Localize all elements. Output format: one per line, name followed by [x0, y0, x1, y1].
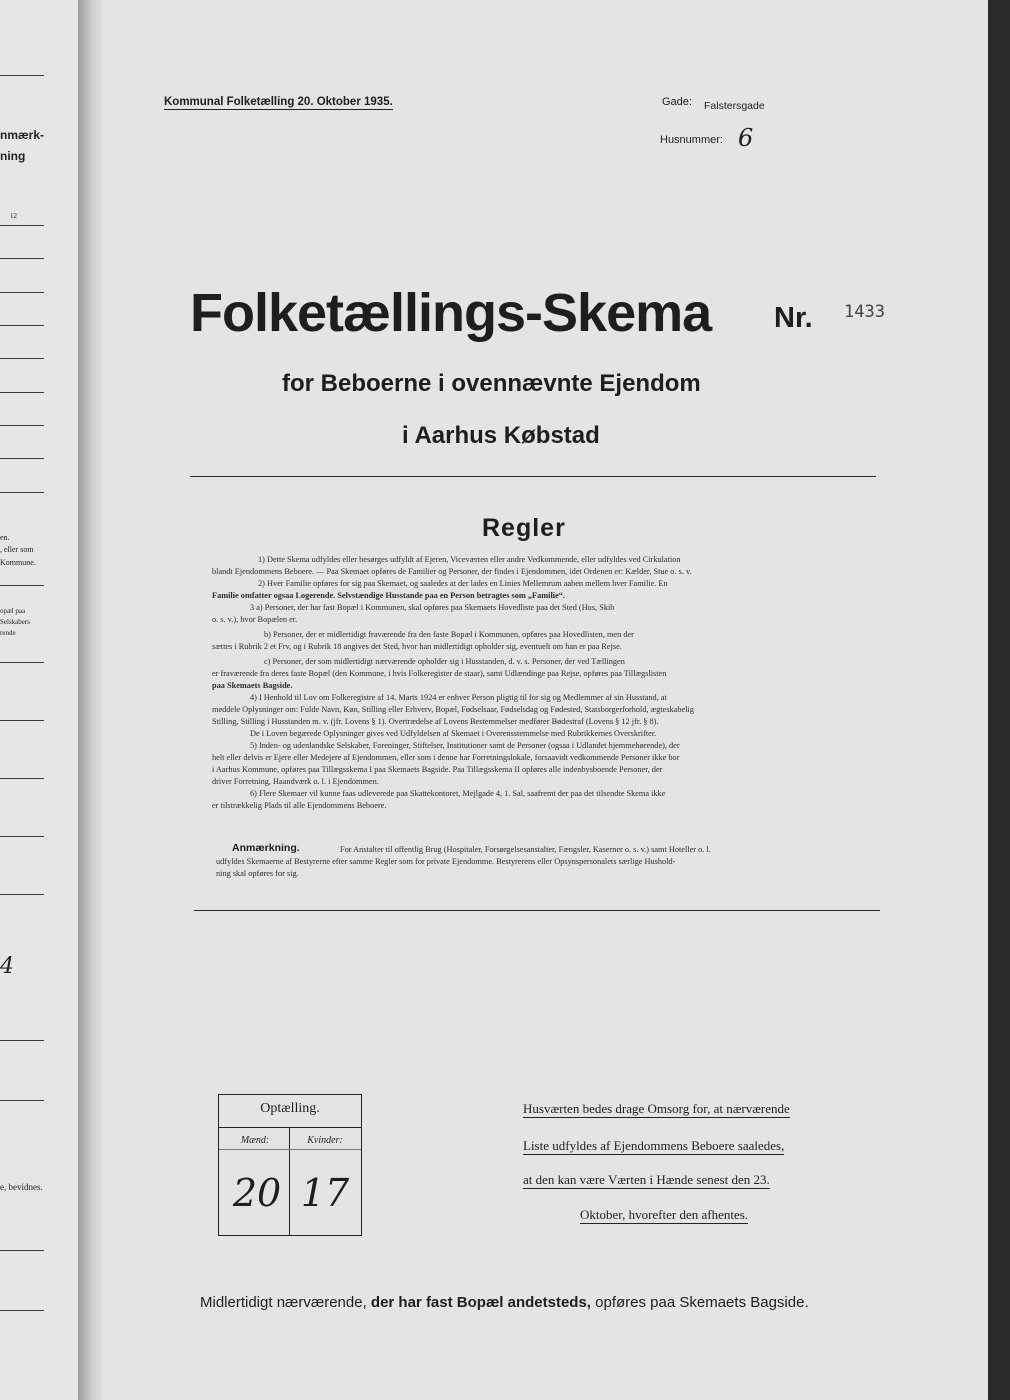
rule-line: blandt Ejendommens Beboere. — Paa Skemaet opføres de Familier og Personer, der findes i Ejendommen, idet Ordenen er: Kælder, Stue o. s. v.: [212, 567, 692, 576]
left-page-rule: [0, 492, 44, 493]
left-page-rule: [0, 292, 44, 293]
book-gutter: [78, 0, 102, 1400]
count-box-divider: [219, 1127, 361, 1128]
note-label: Anmærkning.: [232, 842, 300, 854]
rule-line: 5) Inden- og udenlandske Selskaber, Foreninger, Stiftelser, Institutioner samt de Personer (ogsaa i Udlandet hjemmehørende), der: [250, 741, 680, 750]
scan-edge: [988, 0, 1010, 1400]
men-label: Mænd:: [240, 1135, 270, 1146]
left-page-fragment: Selskabers: [0, 618, 30, 626]
rule-line: c) Personer, der som midlertidigt nærværende opholder sig i Husstanden, d. v. s. Personer, der ved Tællingen: [264, 657, 625, 666]
rule-line: helt eller delvis er Ejere eller Medejere af Ejendommen, eller som i denne har Forretningslokale, forsaavidt vedkommende Personer ikke bor: [212, 753, 680, 762]
rule-line: Familie omfatter ogsaa Logerende. Selvstændige Husstande paa en Person betragtes som „Familie“.: [212, 591, 565, 600]
left-page-rule: [0, 425, 44, 426]
note-line: udfyldes Skemaerne af Bestyrerne efter samme Regler som for private Ejendomme. Bestyrerens eller Opsynspersonalets særlige Hushold-: [216, 857, 676, 866]
form-location: i Aarhus Købstad: [402, 422, 600, 449]
count-box-divider: [219, 1149, 361, 1150]
rule-line: driver Forretning, Haandværk o. l. i Ejendommen.: [212, 777, 379, 786]
street-value: Falstersgade: [704, 100, 765, 112]
footer-part-bold: der har fast Bopæl andetsteds,: [370, 1294, 591, 1311]
men-count: 20: [232, 1171, 282, 1215]
left-page-rule: [0, 1040, 44, 1041]
rule-line: paa Skemaets Bagside.: [212, 681, 293, 690]
left-page-fragment: en.: [0, 533, 10, 542]
census-title: Kommunal Folketælling 20. Oktober 1935.: [164, 96, 393, 108]
note-line: ning skal opføres for sig.: [216, 869, 299, 878]
count-box-divider: [289, 1127, 290, 1235]
left-page-rule: [0, 358, 44, 359]
left-page-rule: [0, 1250, 44, 1251]
left-page-fragment: 4: [0, 954, 14, 979]
left-page-rule: [0, 894, 44, 895]
house-number-value: 6: [738, 124, 754, 152]
left-page-fragment: , eller som: [0, 545, 34, 554]
rule-line: o. s. v.), hvor Bopælen er.: [212, 615, 298, 624]
rule-line: 2) Hver Familie opføres for sig paa Skemaet, og saaledes at der lades en Linies Mellemrum aaben mellem hver Familie. En: [258, 579, 668, 588]
form-number-value: 1433: [844, 302, 885, 322]
women-label: Kvinder:: [307, 1135, 343, 1146]
house-number-label: Husnummer:: [660, 134, 723, 146]
left-page-fragment: opæl paa: [0, 607, 26, 615]
left-page-rule: [0, 1100, 44, 1101]
left-page-rule: [0, 585, 44, 586]
rule-line: 3 a) Personer, der har fast Bopæl i Kommunen, skal opføres paa Skemaets Hovedliste paa det Sted (Hus, Skib: [250, 603, 615, 612]
left-page-rule: [0, 836, 44, 837]
rules-heading: Regler: [482, 514, 566, 542]
form-number-label: Nr.: [774, 302, 813, 334]
left-page-fragment: 12: [10, 212, 17, 220]
left-page-fragment: e, bevidnes.: [0, 1182, 43, 1192]
footer-part: Midlertidigt nærværende,: [200, 1294, 367, 1311]
left-page-rule: [0, 392, 44, 393]
left-page-rule: [0, 225, 44, 226]
note-line: For Anstalter til offentlig Brug (Hospitaler, Forsørgelsesanstalter, Fængsler, Kaserner o. s. v.) samt Hoteller o. l.: [340, 845, 711, 854]
rule-line: meddele Oplysninger om: Fulde Navn, Køn, Stilling eller Erhverv, Bopæl, Fødselsaar, Fødselsdag og Fødested, Statsborgerforhold, ægteskabelig: [212, 705, 694, 714]
footer-note: [200, 1294, 809, 1311]
left-page-rule: [0, 458, 44, 459]
women-count: 17: [300, 1171, 350, 1215]
rule-line: 4) I Henhold til Lov om Folkeregistre af 14. Marts 1924 er enhver Person pligtig til for sig og Medlemmer af sin Husstand, at: [250, 693, 667, 702]
divider: [190, 476, 876, 477]
rule-line: 1) Dette Skema udfyldes eller besørges udfyldt af Ejeren, Viceværten eller andre Vedkommende, eller udfyldes ved Cirkulation: [258, 555, 681, 564]
left-page-margin: [0, 0, 80, 1400]
left-page-rule: [0, 325, 44, 326]
form-title: Folketællings-Skema: [190, 283, 712, 343]
count-box-title: Optælling.: [260, 1101, 320, 1116]
left-page-rule: [0, 720, 44, 721]
left-page-rule: [0, 662, 44, 663]
left-page-rule: [0, 258, 44, 259]
rule-line: er fraværende fra deres faste Bopæl (den Kommune, i hvis Folkeregister de staar), samt Udlændinge paa Rejse, opføres paa Tillægslisten: [212, 669, 667, 678]
left-page-rule: [0, 778, 44, 779]
form-subtitle: for Beboerne i ovennævnte Ejendom: [282, 370, 701, 397]
left-page-fragment: nmærk-: [0, 128, 45, 142]
landlord-notice-line: Husværten bedes drage Omsorg for, at nærværende: [523, 1101, 790, 1116]
left-page-fragment: ning: [0, 149, 26, 163]
left-page-fragment: rende: [0, 629, 16, 637]
landlord-notice-line: Oktober, hvorefter den afhentes.: [580, 1207, 749, 1222]
rule-line: sættes i Rubrik 2 et Frv, og i Rubrik 18 angives det Sted, hvor han midlertidigt opholder sig, eventuelt om han er paa Rejse.: [212, 642, 622, 651]
rule-line: er tilstrækkelig Plads til alle Ejendommens Beboere.: [212, 801, 387, 810]
count-box: [218, 1094, 362, 1236]
left-page-rule: [0, 1310, 44, 1311]
rule-line: 6) Flere Skemaer vil kunne faas udleverede paa Skattekontoret, Mejlgade 4, 1. Sal, saafremt der paa det tilsendte Skema ikke: [250, 789, 666, 798]
rule-line: b) Personer, der er midlertidigt fraværende fra den faste Bopæl i Kommunen, opføres paa Hovedlisten, men der: [264, 630, 634, 639]
street-label: Gade:: [662, 96, 692, 108]
left-page-fragment: Kommune.: [0, 558, 36, 567]
left-page-rule: [0, 75, 44, 76]
divider: [194, 910, 880, 911]
footer-part: opføres paa Skemaets Bagside.: [595, 1294, 809, 1311]
landlord-notice-line: Liste udfyldes af Ejendommens Beboere saaledes,: [523, 1138, 785, 1153]
rule-line: Stilling, Stilling i Husstanden m. v. (jfr. Lovens § 1). Overtrædelse af Lovens Bestemmelser medfører Bødestraf (Lovens § 12 jfr. § 8).: [212, 717, 659, 726]
landlord-notice-line: at den kan være Værten i Hænde senest den 23.: [523, 1172, 770, 1187]
rule-line: i Aarhus Kommune, opføres paa Tillægsskema I paa Skemaets Bagside. Paa Tillægsskema II opføres alle indenbysboende Personer, der: [212, 765, 663, 774]
rule-line: De i Loven begærede Oplysninger gives ved Udfyldelsen af Skemaet i Overensstemmelse med Rubrikkernes Overskrifter.: [250, 729, 657, 738]
